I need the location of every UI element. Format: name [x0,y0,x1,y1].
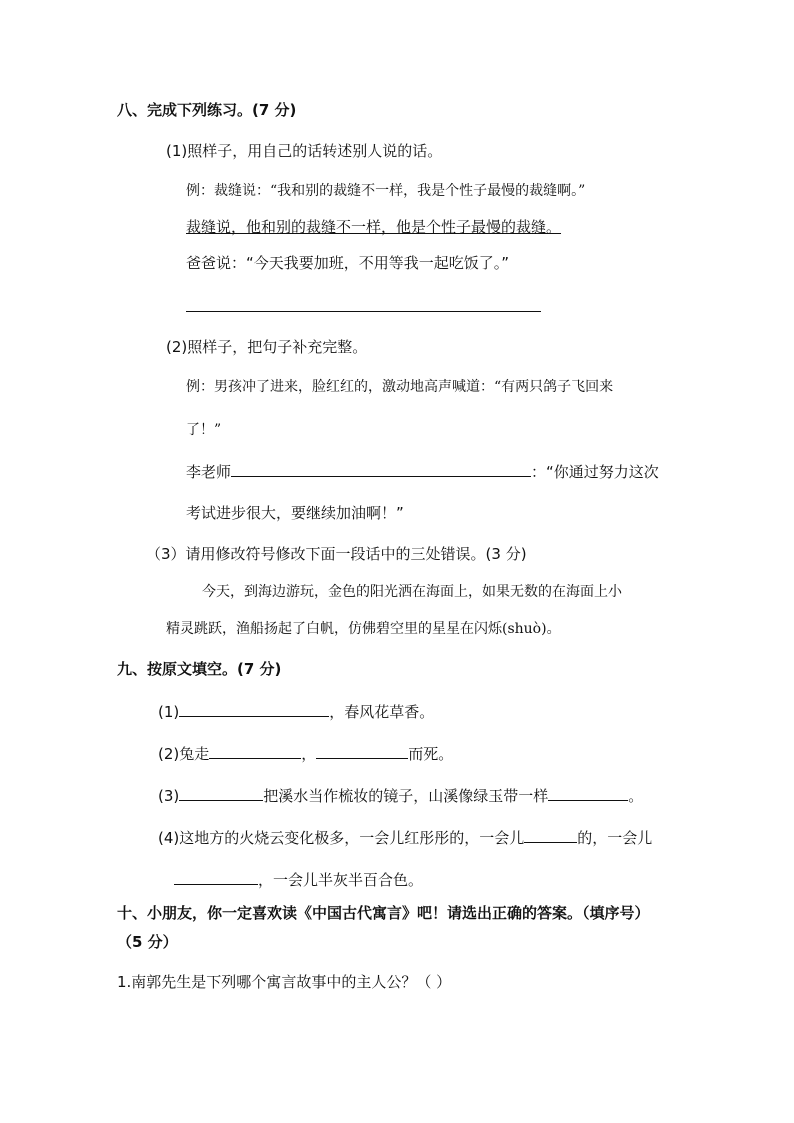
q3-prompt: （3）请用修改符号修改下面一段话中的三处错误。(3 分) [146,545,527,563]
s9-q1-blank[interactable] [179,701,329,717]
q1-example-answer: 裁缝说，他和别的裁缝不一样，他是个性子最慢的裁缝。 [186,218,562,236]
s9-q1 [158,701,434,722]
s9-q4-line2 [174,869,423,890]
q2-task-colon: ： [531,463,547,481]
q2-task-line2: 考试进步很大，要继续加油啊！” [186,504,404,522]
section-8-title: 八、完成下列练习。(7 分) [117,101,297,119]
q2-example-line2: 了！” [186,422,222,438]
s9-q4-text-mid: 的，一会儿 [577,829,653,847]
s9-q1-text: ，春风花草香。 [329,703,435,721]
s9-q3-text: 把溪水当作梳妆的镜子，山溪像绿玉带一样 [263,787,549,805]
section-9-title: 九、按原文填空。(7 分) [117,660,282,678]
s9-q2-text-end: 而死。 [408,745,454,763]
s9-q2-blank-1[interactable] [209,743,301,759]
q2-task-end: “你通过努力这次 [546,463,659,481]
s9-q4-line1 [158,827,652,848]
s9-q2 [158,743,453,764]
s9-q4-text-end: ，一会儿半灰半百合色。 [258,871,424,889]
s9-q2-text-start: (2)兔走 [158,745,210,763]
s9-q3 [158,785,643,806]
q1-answer-line[interactable] [186,311,541,312]
s9-q3-blank-1[interactable] [179,785,263,801]
q1-task: 爸爸说：“今天我要加班，不用等我一起吃饭了。” [186,254,510,272]
q1-prompt: (1)照样子，用自己的话转述别人说的话。 [166,142,443,160]
section-10-title-line2: （5 分） [117,933,178,951]
s9-q3-blank-2[interactable] [548,785,628,801]
s9-q1-number: (1) [158,703,180,721]
s9-q2-comma: ， [301,745,317,763]
s9-q2-blank-2[interactable] [316,743,408,759]
s9-q3-number: (3) [158,787,180,805]
s9-q4-blank-2[interactable] [174,869,258,885]
s10-q1: 1.南郭先生是下列哪个寓言故事中的主人公？（ ） [117,973,452,991]
q3-para-line1: 今天，到海边游玩，金色的阳光洒在海面上，如果无数的在海面上小 [202,584,622,600]
s9-q3-end: 。 [628,787,644,805]
q2-blank[interactable] [231,461,531,477]
q2-task-line1 [186,461,659,482]
q2-example-line1: 例：男孩冲了进来，脸红红的，激动地高声喊道：“有两只鸽子飞回来 [186,379,614,395]
q2-prompt: (2)照样子，把句子补充完整。 [166,338,368,356]
s9-q4-text-start: (4)这地方的火烧云变化极多，一会儿红彤彤的，一会儿 [158,829,525,847]
q2-task-start: 李老师 [186,463,232,481]
section-10-title-line1: 十、小朋友，你一定喜欢读《中国古代寓言》吧！请选出正确的答案。（填序号） [117,904,650,922]
q1-example: 例：裁缝说：“我和别的裁缝不一样，我是个性子最慢的裁缝啊。” [186,183,586,199]
q3-para-line2: 精灵跳跃，渔船扬起了白帆，仿佛碧空里的星星在闪烁(shuò)。 [166,621,561,637]
s9-q4-blank-1[interactable] [524,827,577,843]
